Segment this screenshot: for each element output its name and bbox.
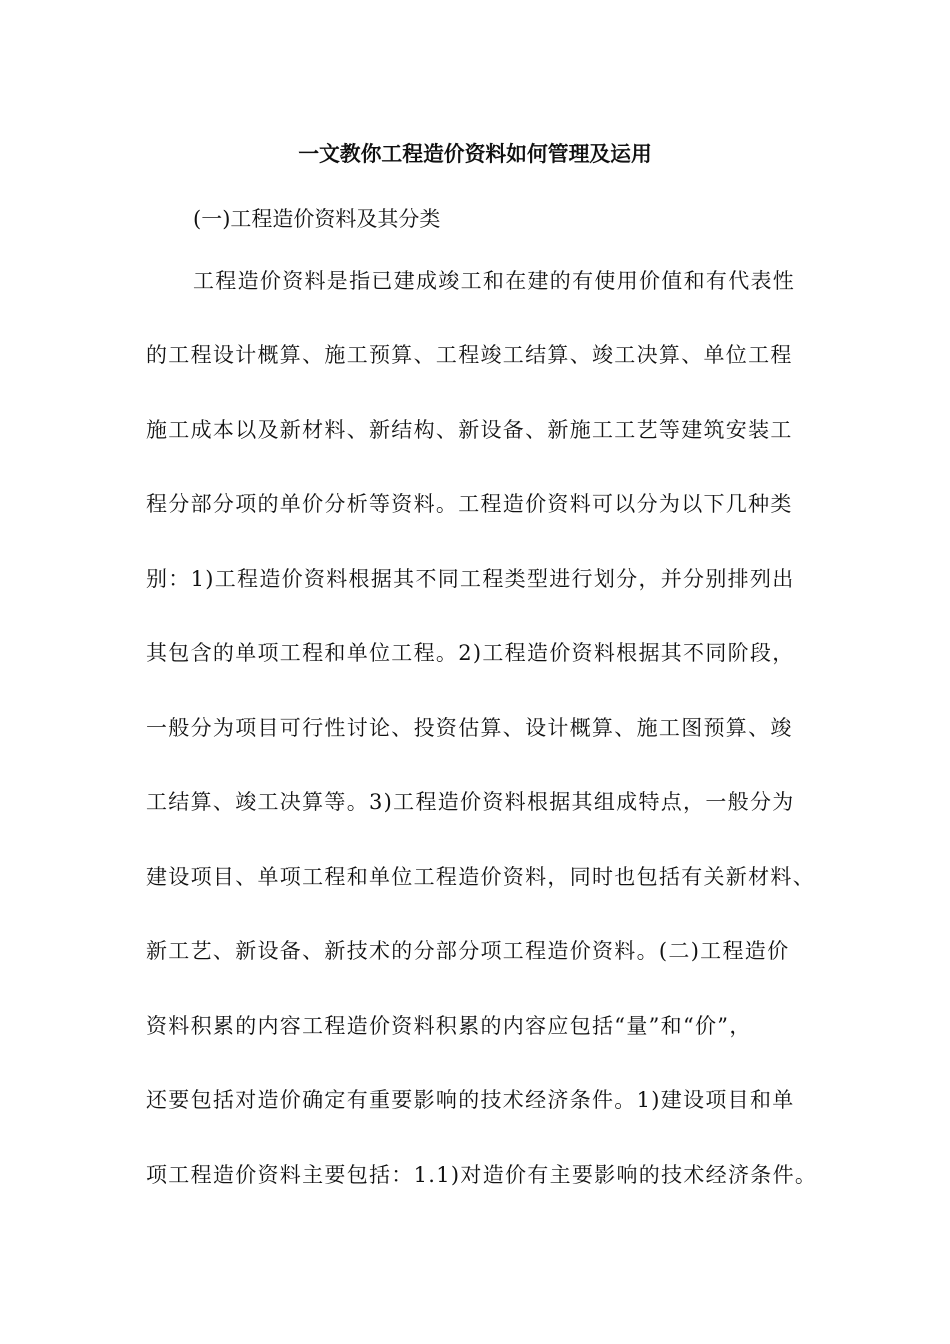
paragraph-line: 施工成本以及新材料、新结构、新设备、新施工工艺等建筑安装工 [146, 418, 793, 442]
paragraph-line: 资料积累的内容工程造价资料积累的内容应包括“量”和“价”， [146, 1014, 752, 1038]
paragraph-line: 程分部分项的单价分析等资料。工程造价资料可以分为以下几种类 [146, 492, 793, 516]
paragraph-line: 工结算、竣工决算等。3)工程造价资料根据其组成特点，一般分为 [146, 790, 795, 814]
paragraph-line: 建设项目、单项工程和单位工程造价资料，同时也包括有关新材料、 [146, 865, 815, 889]
paragraph-line: 工程造价资料是指已建成竣工和在建的有使用价值和有代表性 [193, 269, 796, 293]
paragraph-line: 项工程造价资料主要包括：1.1)对造价有主要影响的技术经济条件。 [146, 1163, 818, 1187]
paragraph-line: 新工艺、新设备、新技术的分部分项工程造价资料。(二)工程造价 [146, 939, 790, 963]
section-heading: (一)工程造价资料及其分类 [193, 207, 441, 231]
paragraph-line: 还要包括对造价确定有重要影响的技术经济条件。1)建设项目和单 [146, 1088, 795, 1112]
paragraph-line: 别：1)工程造价资料根据其不同工程类型进行划分，并分别排列出 [146, 567, 795, 591]
document-title: 一文教你工程造价资料如何管理及运用 [298, 142, 652, 166]
paragraph-line: 一般分为项目可行性讨论、投资估算、设计概算、施工图预算、竣 [146, 716, 793, 740]
paragraph-line: 其包含的单项工程和单位工程。2)工程造价资料根据其不同阶段， [146, 641, 795, 665]
paragraph-line: 的工程设计概算、施工预算、工程竣工结算、竣工决算、单位工程 [146, 343, 793, 367]
